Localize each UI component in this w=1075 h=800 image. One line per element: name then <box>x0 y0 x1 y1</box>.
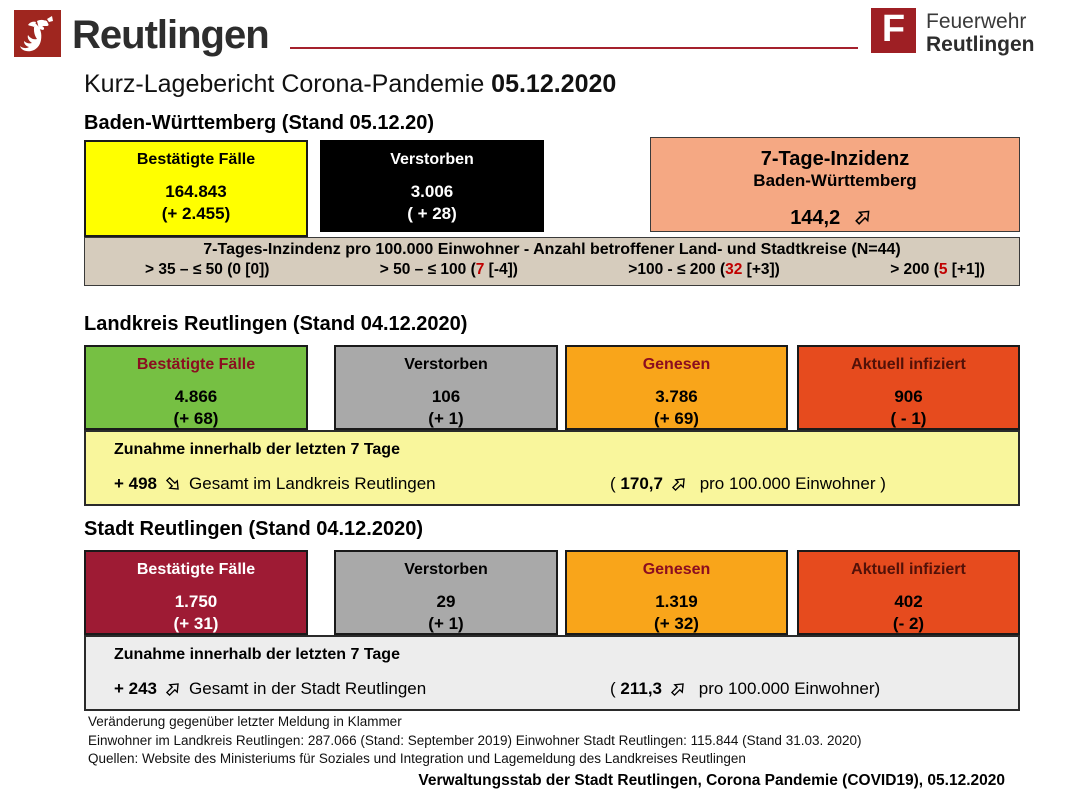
lk-deceased-box <box>334 345 558 430</box>
bw-deceased-value: 3.006 <box>410 182 454 201</box>
bw-incidence-title: 7-Tage-Inzidenz <box>760 148 910 170</box>
st-summary-title: Zunahme innerhalb der letzten 7 Tage <box>114 646 400 663</box>
lk-confirmed-title: Bestätigte Fälle <box>136 356 256 373</box>
st-recovered-value: 1.319 <box>655 592 698 611</box>
lk-summary-title: Zunahme innerhalb der letzten 7 Tage <box>114 441 400 458</box>
st-recovered-delta: (+ 32) <box>654 614 699 634</box>
lk-confirmed-delta: (+ 68) <box>173 409 219 429</box>
bw-incidence-number: 144,2 <box>790 207 841 229</box>
seg4-num: 5 <box>938 261 948 278</box>
st-active-delta: (- 2) <box>892 614 925 634</box>
st-active-value: 402 <box>894 592 923 611</box>
st-confirmed-value: 1.750 <box>174 592 218 611</box>
st-deceased-box <box>334 550 558 635</box>
lk-summary-line <box>114 474 436 494</box>
seg3-post: [+3]) <box>742 261 780 278</box>
section-heading-bw: Baden-Württemberg (Stand 05.12.20) <box>84 112 435 134</box>
lk-summary-rate <box>610 474 886 494</box>
lk-active-value: 906 <box>894 387 923 406</box>
trend-up-arrow-icon <box>665 676 690 701</box>
lk-recovered-delta: (+ 69) <box>654 409 699 429</box>
st-deceased-value: 29 <box>436 592 456 611</box>
seg1-num: 0 <box>232 261 241 278</box>
feuerwehr-city-label: Reutlingen <box>926 33 1035 57</box>
bw-confirmed-delta: (+ 2.455) <box>161 204 231 224</box>
lk-recovered-value: 3.786 <box>655 387 698 406</box>
footer-credit: Verwaltungsstab der Stadt Reutlingen, Corona Pandemie (COVID19), 05.12.2020 <box>418 772 1005 789</box>
bw-bar-segment-3 <box>628 261 780 279</box>
st-deceased-delta: (+ 1) <box>428 614 464 634</box>
footer-note-3: Quellen: Website des Ministeriums für Soziales und Integration und Lagemeldung des Landkreises Reutlingen <box>88 751 746 767</box>
bw-confirmed-title: Bestätigte Fälle <box>136 151 256 168</box>
lk-recovered-box <box>565 345 788 430</box>
seg3-num: 32 <box>725 261 743 278</box>
seg1-post: [0]) <box>240 261 270 278</box>
feuerwehr-label: Feuerwehr <box>926 10 1027 33</box>
lk-rate-label: pro 100.000 Einwohner ) <box>699 474 886 493</box>
footer-note-2: Einwohner im Landkreis Reutlingen: 287.066 (Stand: September 2019) Einwohner Stadt Reutlingen: 115.844 (Stand 31.03. 2020) <box>88 732 862 748</box>
st-summary-label: Gesamt in der Stadt Reutlingen <box>189 679 427 698</box>
lk-active-box <box>797 345 1020 430</box>
lk-summary-label: Gesamt im Landkreis Reutlingen <box>189 474 436 493</box>
bw-deceased-box <box>320 140 544 232</box>
eagle-crest-icon <box>14 10 61 57</box>
city-logo <box>14 10 61 57</box>
st-confirmed-title: Bestätigte Fälle <box>136 561 256 578</box>
section-heading-landkreis: Landkreis Reutlingen (Stand 04.12.2020) <box>84 313 468 335</box>
st-active-box <box>797 550 1020 635</box>
st-deceased-title: Verstorben <box>404 561 488 578</box>
st-recovered-box <box>565 550 788 635</box>
feuerwehr-logo <box>871 8 916 53</box>
bw-bar-segment-1 <box>145 261 269 279</box>
lk-summary-delta: + 498 <box>114 474 158 493</box>
trend-up-arrow-icon <box>849 203 877 231</box>
lk-active-title: Aktuell infiziert <box>851 356 966 373</box>
seg1-pre: > 35 – ≤ 50 ( <box>145 261 233 278</box>
lk-active-delta: ( - 1) <box>890 409 927 429</box>
bw-bar-segment-4 <box>890 261 985 279</box>
lk-deceased-title: Verstorben <box>404 356 488 373</box>
trend-down-arrow-icon <box>160 471 185 496</box>
st-weekly-summary <box>84 635 1020 711</box>
seg2-post: [-4]) <box>484 261 518 278</box>
trend-up-arrow-icon <box>666 471 691 496</box>
bw-bar-headline: 7-Tages-Inzindenz pro 100.000 Einwohner - Anzahl betroffener Land- und Stadtkreise (N=44) <box>203 241 901 258</box>
st-active-title: Aktuell infiziert <box>851 561 966 578</box>
feuerwehr-logo-letter: F <box>881 8 906 50</box>
st-summary-rate <box>610 679 880 699</box>
bw-bar-segment-2 <box>380 261 518 279</box>
st-rate-label: pro 100.000 Einwohner) <box>698 679 881 698</box>
seg4-pre: > 200 ( <box>890 261 939 278</box>
st-confirmed-box <box>84 550 308 635</box>
footer-note-1: Veränderung gegenüber letzter Meldung in Klammer <box>88 714 402 729</box>
lk-confirmed-value: 4.866 <box>174 387 218 406</box>
bw-deceased-delta: ( + 28) <box>407 204 457 224</box>
lk-weekly-summary <box>84 430 1020 506</box>
section-heading-stadt: Stadt Reutlingen (Stand 04.12.2020) <box>84 518 423 540</box>
lk-recovered-title: Genesen <box>642 356 711 373</box>
bw-incidence-box <box>650 137 1020 232</box>
page-title-text: Kurz-Lagebericht Corona-Pandemie <box>84 70 492 98</box>
st-recovered-title: Genesen <box>642 561 711 578</box>
bw-bar-segments <box>85 259 1019 279</box>
lk-deceased-value: 106 <box>431 387 461 406</box>
trend-up-arrow-icon <box>160 676 185 701</box>
feuerwehr-logo-text <box>926 10 1035 56</box>
st-confirmed-delta: (+ 31) <box>173 614 219 634</box>
seg2-pre: > 50 – ≤ 100 ( <box>379 261 476 278</box>
st-rate-open-paren: ( <box>610 679 616 698</box>
st-summary-line <box>114 679 426 699</box>
bw-confirmed-value: 164.843 <box>165 182 227 201</box>
header-divider <box>290 47 858 49</box>
lk-deceased-delta: (+ 1) <box>428 409 464 429</box>
lk-confirmed-box <box>84 345 308 430</box>
bw-incidence-value <box>651 207 1019 230</box>
bw-deceased-title: Verstorben <box>390 151 474 168</box>
seg3-pre: >100 - ≤ 200 ( <box>628 261 726 278</box>
lk-rate-value: 170,7 <box>620 474 663 493</box>
bw-confirmed-box <box>84 140 308 237</box>
city-wordmark: Reutlingen <box>72 13 269 57</box>
page-title <box>84 70 616 99</box>
lk-rate-open-paren: ( <box>610 474 616 493</box>
st-summary-delta: + 243 <box>114 679 158 698</box>
seg4-post: [+1]) <box>947 261 985 278</box>
seg2-num: 7 <box>475 261 485 278</box>
page-title-date: 05.12.2020 <box>491 70 617 98</box>
st-rate-value: 211,3 <box>620 679 663 698</box>
bw-incidence-subtitle: Baden-Württemberg <box>753 171 917 190</box>
footer-notes <box>88 713 862 769</box>
bw-incidence-distribution-bar <box>84 237 1020 286</box>
